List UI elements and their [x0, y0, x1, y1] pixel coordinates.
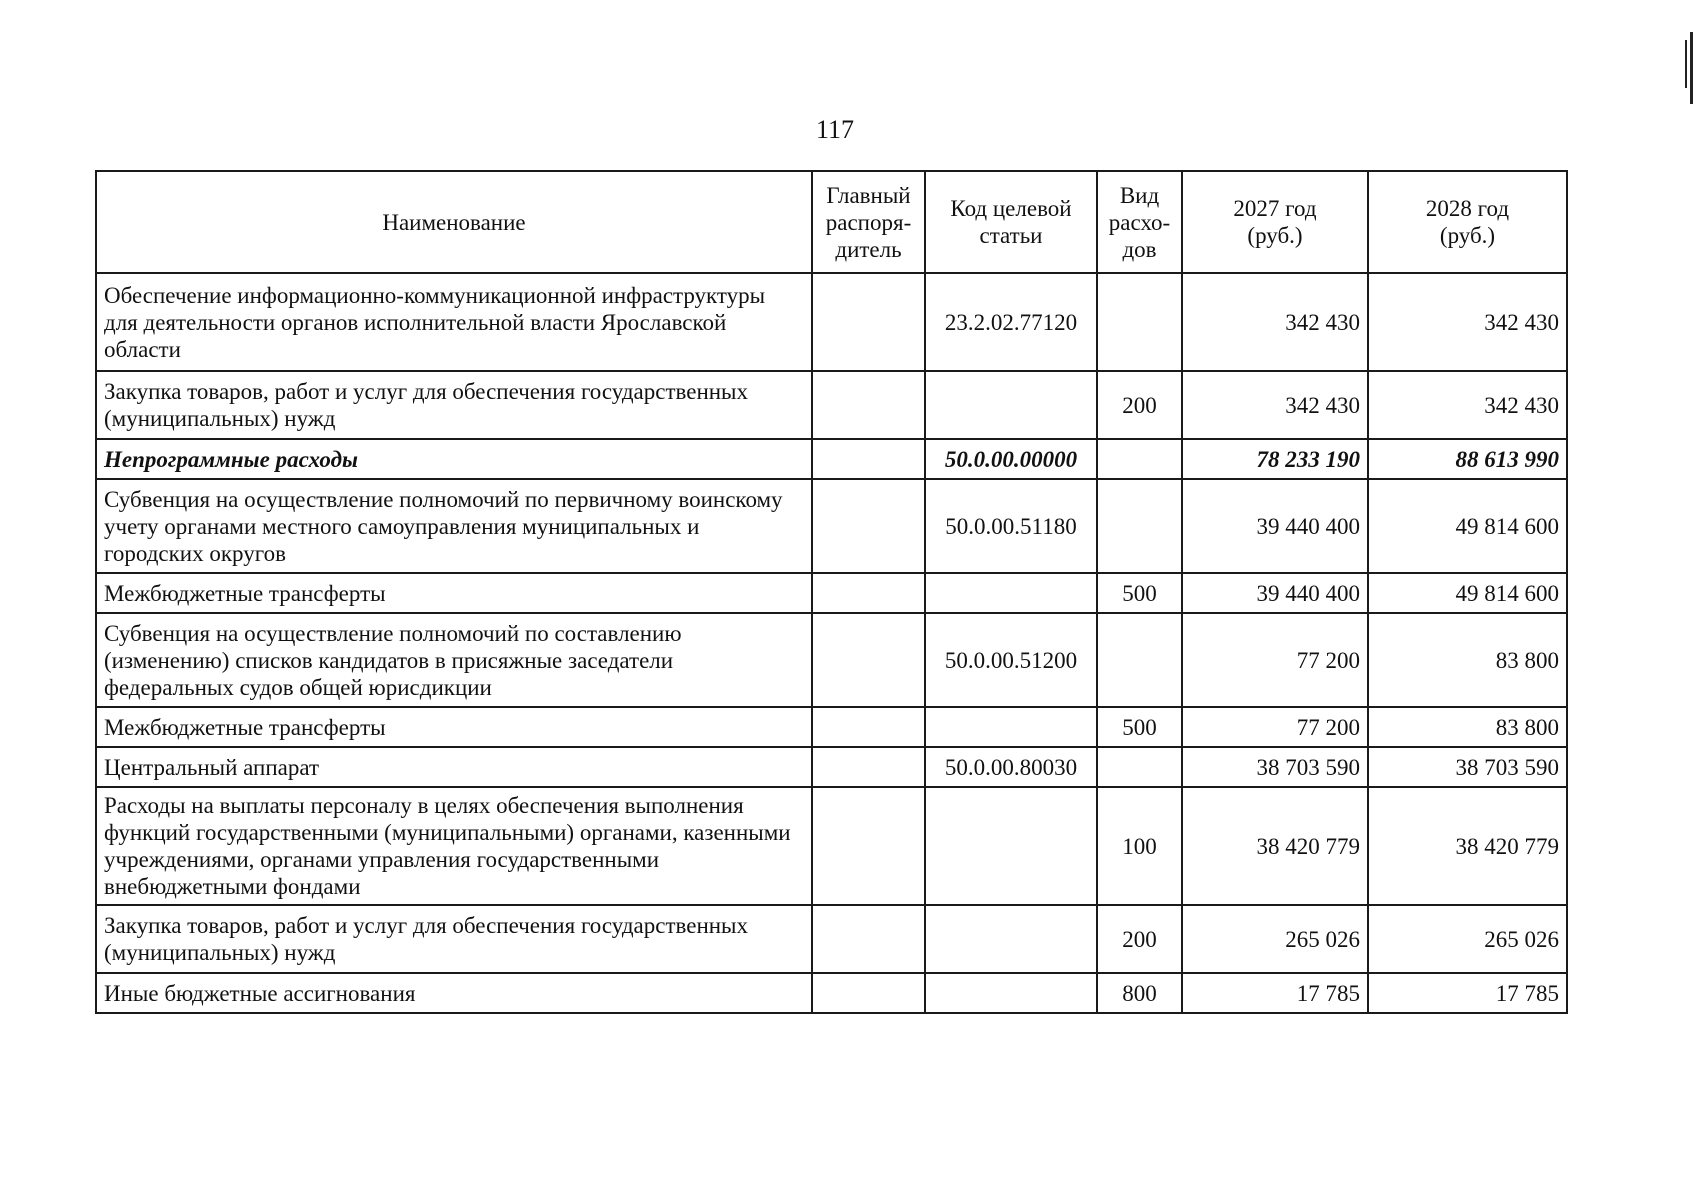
- row-kind-cell: [1097, 273, 1182, 371]
- table-row: [96, 573, 1567, 613]
- row-kind-cell: 200: [1097, 371, 1182, 439]
- header-2027: 2027 год (руб.): [1182, 171, 1368, 273]
- header-code: Код целевой статьи: [925, 171, 1097, 273]
- header-2028: 2028 год (руб.): [1368, 171, 1567, 273]
- table-row: [96, 439, 1567, 479]
- row-name-cell: Субвенция на осуществление полномочий по первичному воинскому учету органами местного самоуправления муниципальных и городских округов: [96, 479, 812, 573]
- row-manager-cell: [812, 707, 925, 747]
- row-2027-cell: 342 430: [1182, 273, 1368, 371]
- row-code-cell: [925, 905, 1097, 973]
- row-code-cell: [925, 973, 1097, 1013]
- row-manager-cell: [812, 787, 925, 905]
- header-kind: Вид расхо- дов: [1097, 171, 1182, 273]
- row-name-cell: Субвенция на осуществление полномочий по составлению (изменению) списков кандидатов в присяжные заседатели федеральных судов общей юрисдикции: [96, 613, 812, 707]
- row-code-cell: [925, 707, 1097, 747]
- row-2028-cell: 342 430: [1368, 273, 1567, 371]
- row-2028-cell: 265 026: [1368, 905, 1567, 973]
- row-2028-cell: 83 800: [1368, 707, 1567, 747]
- row-name-cell: Непрограммные расходы: [96, 439, 812, 479]
- row-manager-cell: [812, 573, 925, 613]
- row-kind-cell: 500: [1097, 573, 1182, 613]
- row-name-cell: Закупка товаров, работ и услуг для обеспечения государственных (муниципальных) нужд: [96, 371, 812, 439]
- row-2027-cell: 78 233 190: [1182, 439, 1368, 479]
- table-row: [96, 273, 1567, 371]
- row-name-cell: Расходы на выплаты персоналу в целях обеспечения выполнения функций государственными (муниципальными) органами, казенными учреждениями, органами управления государственными внебюджетными фондами: [96, 787, 812, 905]
- row-2027-cell: 17 785: [1182, 973, 1368, 1013]
- row-code-cell: 50.0.00.00000: [925, 439, 1097, 479]
- row-name-cell: Иные бюджетные ассигнования: [96, 973, 812, 1013]
- row-manager-cell: [812, 371, 925, 439]
- scan-edge-mark-secondary: [1685, 40, 1687, 88]
- table-row: [96, 787, 1567, 905]
- row-2028-cell: 38 420 779: [1368, 787, 1567, 905]
- row-manager-cell: [812, 613, 925, 707]
- row-2028-cell: 83 800: [1368, 613, 1567, 707]
- table-row: [96, 747, 1567, 787]
- row-code-cell: [925, 787, 1097, 905]
- row-kind-cell: [1097, 479, 1182, 573]
- row-2027-cell: 77 200: [1182, 613, 1368, 707]
- row-manager-cell: [812, 747, 925, 787]
- row-kind-cell: 200: [1097, 905, 1182, 973]
- row-2028-cell: 342 430: [1368, 371, 1567, 439]
- table-row: [96, 973, 1567, 1013]
- row-kind-cell: 100: [1097, 787, 1182, 905]
- table-body: [96, 273, 1567, 1013]
- table-row: [96, 479, 1567, 573]
- table-row: [96, 613, 1567, 707]
- row-code-cell: 50.0.00.51180: [925, 479, 1097, 573]
- row-code-cell: 50.0.00.80030: [925, 747, 1097, 787]
- row-2027-cell: 39 440 400: [1182, 479, 1368, 573]
- row-name-cell: Закупка товаров, работ и услуг для обеспечения государственных (муниципальных) нужд: [96, 905, 812, 973]
- scan-edge-mark: [1690, 32, 1693, 104]
- table-row: [96, 371, 1567, 439]
- row-2027-cell: 38 420 779: [1182, 787, 1368, 905]
- row-2028-cell: 17 785: [1368, 973, 1567, 1013]
- row-2028-cell: 49 814 600: [1368, 573, 1567, 613]
- row-2027-cell: 342 430: [1182, 371, 1368, 439]
- budget-table: [95, 170, 1568, 1014]
- row-kind-cell: 500: [1097, 707, 1182, 747]
- row-kind-cell: 800: [1097, 973, 1182, 1013]
- row-code-cell: [925, 573, 1097, 613]
- row-name-cell: Межбюджетные трансферты: [96, 573, 812, 613]
- row-2027-cell: 39 440 400: [1182, 573, 1368, 613]
- header-name: Наименование: [96, 171, 812, 273]
- table-row: [96, 707, 1567, 747]
- row-2027-cell: 77 200: [1182, 707, 1368, 747]
- header-manager: Главный распоря- дитель: [812, 171, 925, 273]
- table-header-row: [96, 171, 1567, 273]
- row-manager-cell: [812, 439, 925, 479]
- row-code-cell: 50.0.00.51200: [925, 613, 1097, 707]
- page-number: 117: [815, 115, 855, 144]
- row-kind-cell: [1097, 439, 1182, 479]
- row-manager-cell: [812, 479, 925, 573]
- row-name-cell: Центральный аппарат: [96, 747, 812, 787]
- row-2028-cell: 38 703 590: [1368, 747, 1567, 787]
- row-2027-cell: 38 703 590: [1182, 747, 1368, 787]
- row-code-cell: [925, 371, 1097, 439]
- row-2028-cell: 88 613 990: [1368, 439, 1567, 479]
- row-code-cell: 23.2.02.77120: [925, 273, 1097, 371]
- row-kind-cell: [1097, 613, 1182, 707]
- row-kind-cell: [1097, 747, 1182, 787]
- row-name-cell: Межбюджетные трансферты: [96, 707, 812, 747]
- row-2028-cell: 49 814 600: [1368, 479, 1567, 573]
- row-manager-cell: [812, 905, 925, 973]
- row-manager-cell: [812, 273, 925, 371]
- row-2027-cell: 265 026: [1182, 905, 1368, 973]
- table-row: [96, 905, 1567, 973]
- row-name-cell: Обеспечение информационно-коммуникационной инфраструктуры для деятельности органов исполнительной власти Ярославской области: [96, 273, 812, 371]
- row-manager-cell: [812, 973, 925, 1013]
